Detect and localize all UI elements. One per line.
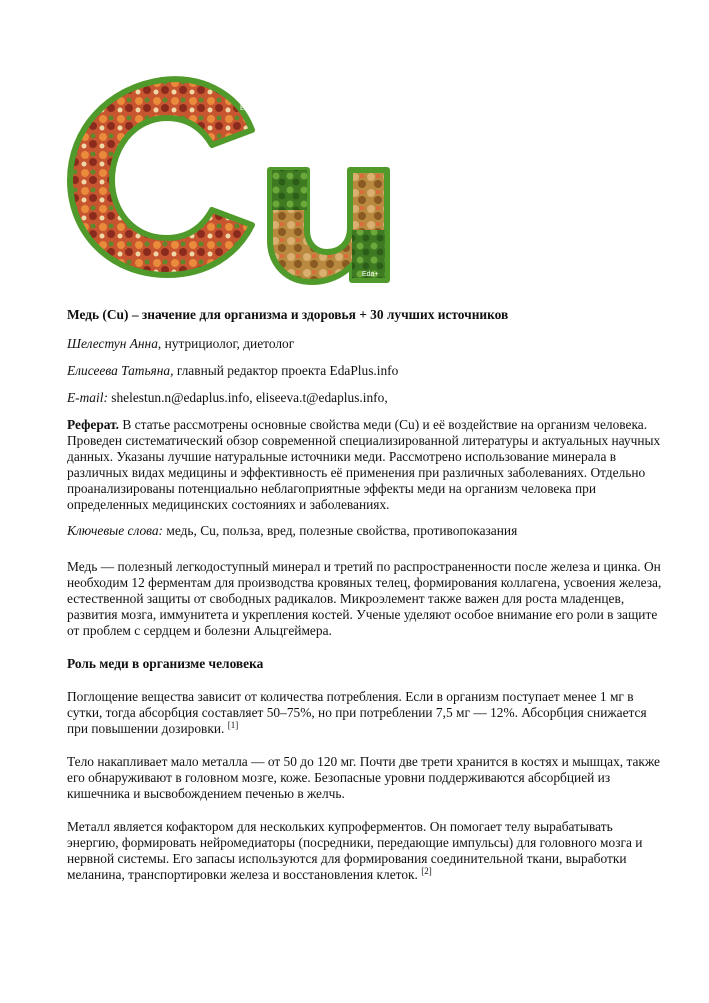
abstract-text: В статье рассмотрены основные свойства меди (Cu) и её воздействие на организм человека. Проведен систематический обзор современной специализированной литературы и актуальных научных данных. Указаны лучшие натуральные источники меди. Рассмотрено использование минерала в различных видах медицины и эффективность её применения при различных заболеваниях. Отдельно проанализированы потенциально неблагоприятные эффекты меди на организм человека при определенных медицинских состояниях и заболеваниях. [67, 417, 661, 512]
section-title: Роль меди в организме человека [67, 656, 264, 671]
author-2-name: Елисеева Татьяна, [67, 363, 174, 378]
paragraph-absorption-text: Поглощение вещества зависит от количества потребления. Если в организм поступает менее 1 мг в сутки, тогда абсорбция составляет 50–75%, но при потреблении 7,5 мг — 12%. Абсорбция снижается при повышении дозировки. [67, 689, 647, 736]
author-1-name: Шелестун Анна [67, 336, 158, 351]
reference-1[interactable]: [1] [227, 720, 239, 730]
abstract-label: Реферат. [67, 417, 120, 432]
intro-paragraph: Медь — полезный легкодоступный минерал и третий по распространенности после железа и цинка. Он необходим 12 ферментам для производства кровяных телец, формирования коллагена, усвоения железа, естественной защиты от свободных радикалов. Микроэлемент также важен для роста младенцев, развития мозга, иммунитета и укрепления костей. Ученые уделяют особое внимание его роли в защите от проблем с сердцем и болезни Альцгеймера. [67, 559, 662, 638]
paragraph-cofactor [67, 819, 667, 883]
reference-2[interactable]: [2] [421, 866, 432, 876]
keywords [67, 523, 667, 539]
author-2-role: главный редактор проекта EdaPlus.info [173, 363, 399, 378]
email-value: shelestun.n@edaplus.info, eliseeva.t@edaplus.info, [107, 390, 388, 405]
paragraph-cofactor-text: Металл является кофактором для нескольких купроферментов. Он помогает телу вырабатывать энергию, формировать нейромедиаторы (посредники, передающие импульсы) для головного мозга и нервной системы. Его запасы используются для формирования соединительной ткани, выработки меланина, транспортировки железа и восстановления клеток. [67, 819, 643, 882]
author-1-role: , нутрициолог, диетолог [157, 336, 295, 351]
hero-watermark: Eda+ [240, 105, 257, 112]
abstract [67, 417, 667, 513]
cu-food-letters-image [62, 60, 402, 290]
article-title: Медь (Cu) – значение для организма и здоровья + 30 лучших источников [67, 307, 509, 322]
article-body [67, 307, 667, 900]
hero-watermark-2: Eda+ [362, 271, 379, 278]
author-line-1 [67, 336, 667, 352]
email-label: E-mail: [67, 390, 108, 405]
email-line [67, 390, 667, 406]
paragraph-storage: Тело накапливает мало металла — от 50 до 120 мг. Почти две трети хранится в костях и мышцах, также его обнаруживают в головном мозге, коже. Безопасные уровни поддерживаются абсорбцией из кишечника и высвобождением печенью в желчь. [67, 754, 660, 801]
hero-image [62, 60, 402, 290]
author-line-2 [67, 363, 667, 379]
keywords-text: медь, Cu, польза, вред, полезные свойства, противопоказания [163, 523, 518, 538]
paragraph-absorption [67, 689, 667, 737]
letter-c-shape [70, 79, 252, 275]
keywords-label: Ключевые слова: [67, 523, 164, 538]
